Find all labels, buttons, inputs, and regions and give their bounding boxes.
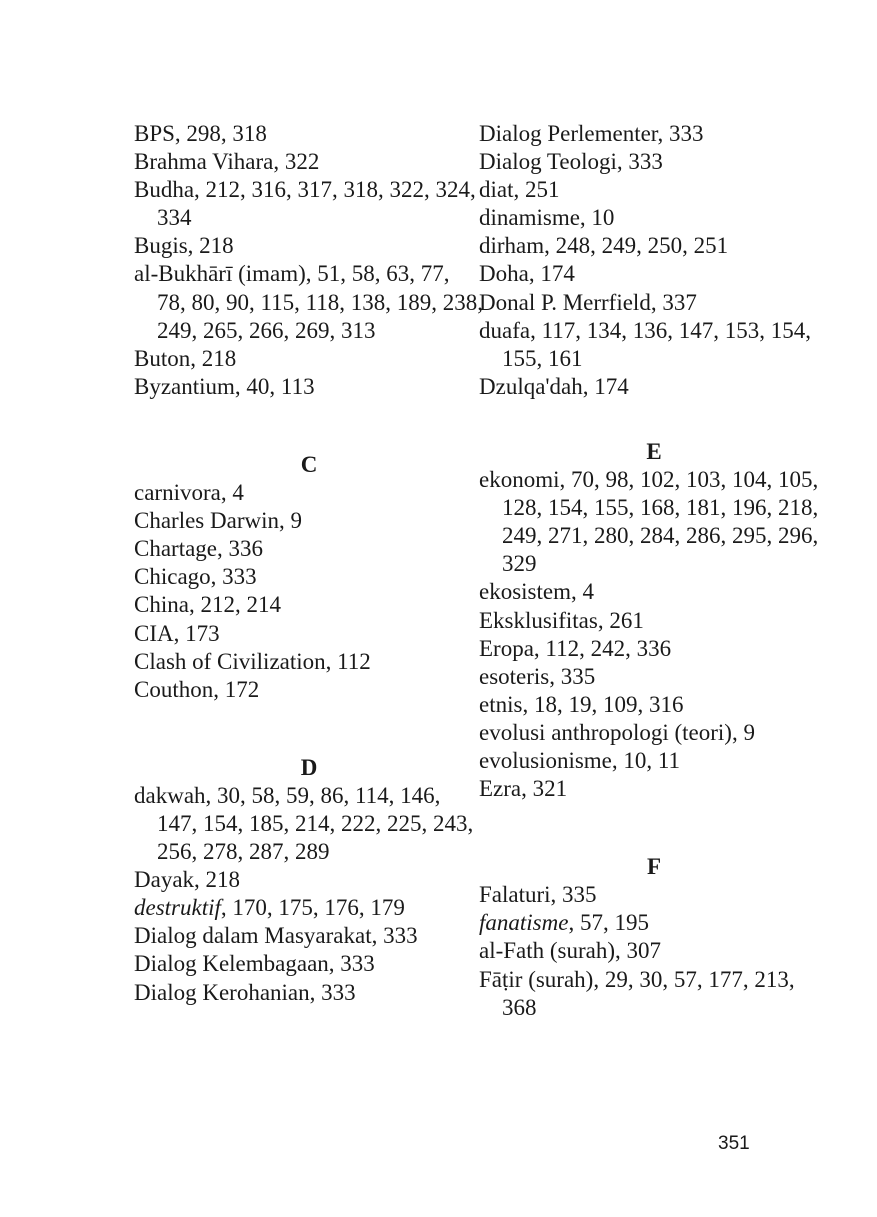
- index-term-italic: fanatisme: [479, 910, 569, 936]
- index-entry: Dayak, 218: [134, 867, 241, 893]
- index-entry: ekonomi, 70, 98, 102, 103, 104, 105, 128, 154, 155, 168, 181, 196, 218, 249, 271, 280, 284, 286, 295, 296, 329: [479, 467, 819, 577]
- index-term-italic: destruktif: [134, 895, 221, 921]
- index-entry: Dialog dalam Masyarakat, 333: [134, 923, 418, 949]
- index-entry: dakwah, 30, 58, 59, 86, 114, 146, 147, 154, 185, 214, 222, 225, 243, 256, 278, 287, 289: [134, 782, 474, 865]
- index-entry: evolusi anthropologi (teori), 9: [479, 719, 755, 745]
- index-entry: Fāṭir (surah), 29, 30, 57, 177, 213, 368: [479, 966, 795, 1020]
- section-letter-d: D: [300, 754, 318, 780]
- index-entry: evolusionisme, 10, 11: [479, 747, 681, 773]
- section-letter-c: C: [300, 451, 318, 477]
- index-entry: Charles Darwin, 9: [134, 508, 302, 534]
- index-entry: Budha, 212, 316, 317, 318, 322, 324, 334: [134, 177, 476, 231]
- index-entry: Dialog Kelembagaan, 333: [134, 951, 375, 977]
- index-entry: duafa, 117, 134, 136, 147, 153, 154, 155, 161: [479, 317, 811, 371]
- index-entry: esoteris, 335: [479, 663, 596, 689]
- index-entry: al-Bukhārī (imam), 51, 58, 63, 77, 78, 80, 90, 115, 118, 138, 189, 238, 249, 265, 266, 269, 313: [134, 261, 484, 343]
- index-entry: Dialog Perlementer, 333: [479, 121, 704, 146]
- index-entry: Dialog Teologi, 333: [479, 149, 663, 175]
- index-entry: Falaturi, 335: [479, 882, 597, 908]
- index-entry-destruktif: [134, 894, 484, 922]
- index-entry: Brahma Vihara, 322: [134, 149, 320, 175]
- index-entry: China, 212, 214: [134, 592, 281, 618]
- index-pages: , 57, 195: [568, 910, 649, 936]
- index-entry: Bugis, 218: [134, 233, 234, 259]
- index-entry: ekosistem, 4: [479, 579, 594, 605]
- index-pages: , 170, 175, 176, 179: [220, 895, 405, 921]
- index-entry: Doha, 174: [479, 261, 575, 287]
- index-entry: Chartage, 336: [134, 536, 264, 562]
- index-entry: Eropa, 112, 242, 336: [479, 635, 672, 661]
- index-entry: dirham, 248, 249, 250, 251: [479, 233, 729, 259]
- index-column-right: [479, 120, 829, 1022]
- index-entry: Dzulqa'dah, 174: [479, 373, 629, 399]
- section-letter-f: F: [646, 854, 662, 880]
- index-entry-fanatisme: [479, 909, 829, 937]
- section-letter-e: E: [646, 438, 662, 464]
- index-entry: Chicago, 333: [134, 564, 257, 590]
- index-entry: Eksklusifitas, 261: [479, 607, 644, 633]
- index-entry: dinamisme, 10: [479, 205, 615, 231]
- index-entry: etnis, 18, 19, 109, 316: [479, 691, 684, 717]
- index-entry: carnivora, 4: [134, 480, 244, 506]
- index-entry: Ezra, 321: [479, 776, 568, 802]
- index-entry: BPS, 298, 318: [134, 121, 267, 146]
- index-entry: Donal P. Merrfield, 337: [479, 289, 697, 315]
- index-entry: CIA, 173: [134, 620, 220, 646]
- index-column-left: [134, 120, 484, 1007]
- index-entry: Couthon, 172: [134, 676, 260, 702]
- page-number: 351: [718, 1133, 750, 1154]
- index-entry: al-Fath (surah), 307: [479, 938, 662, 964]
- index-entry: Byzantium, 40, 113: [134, 373, 315, 399]
- index-entry: Clash of Civilization, 112: [134, 648, 371, 674]
- index-entry: Dialog Kerohanian, 333: [134, 979, 356, 1005]
- index-entry: Buton, 218: [134, 345, 237, 371]
- index-entry: diat, 251: [479, 177, 560, 203]
